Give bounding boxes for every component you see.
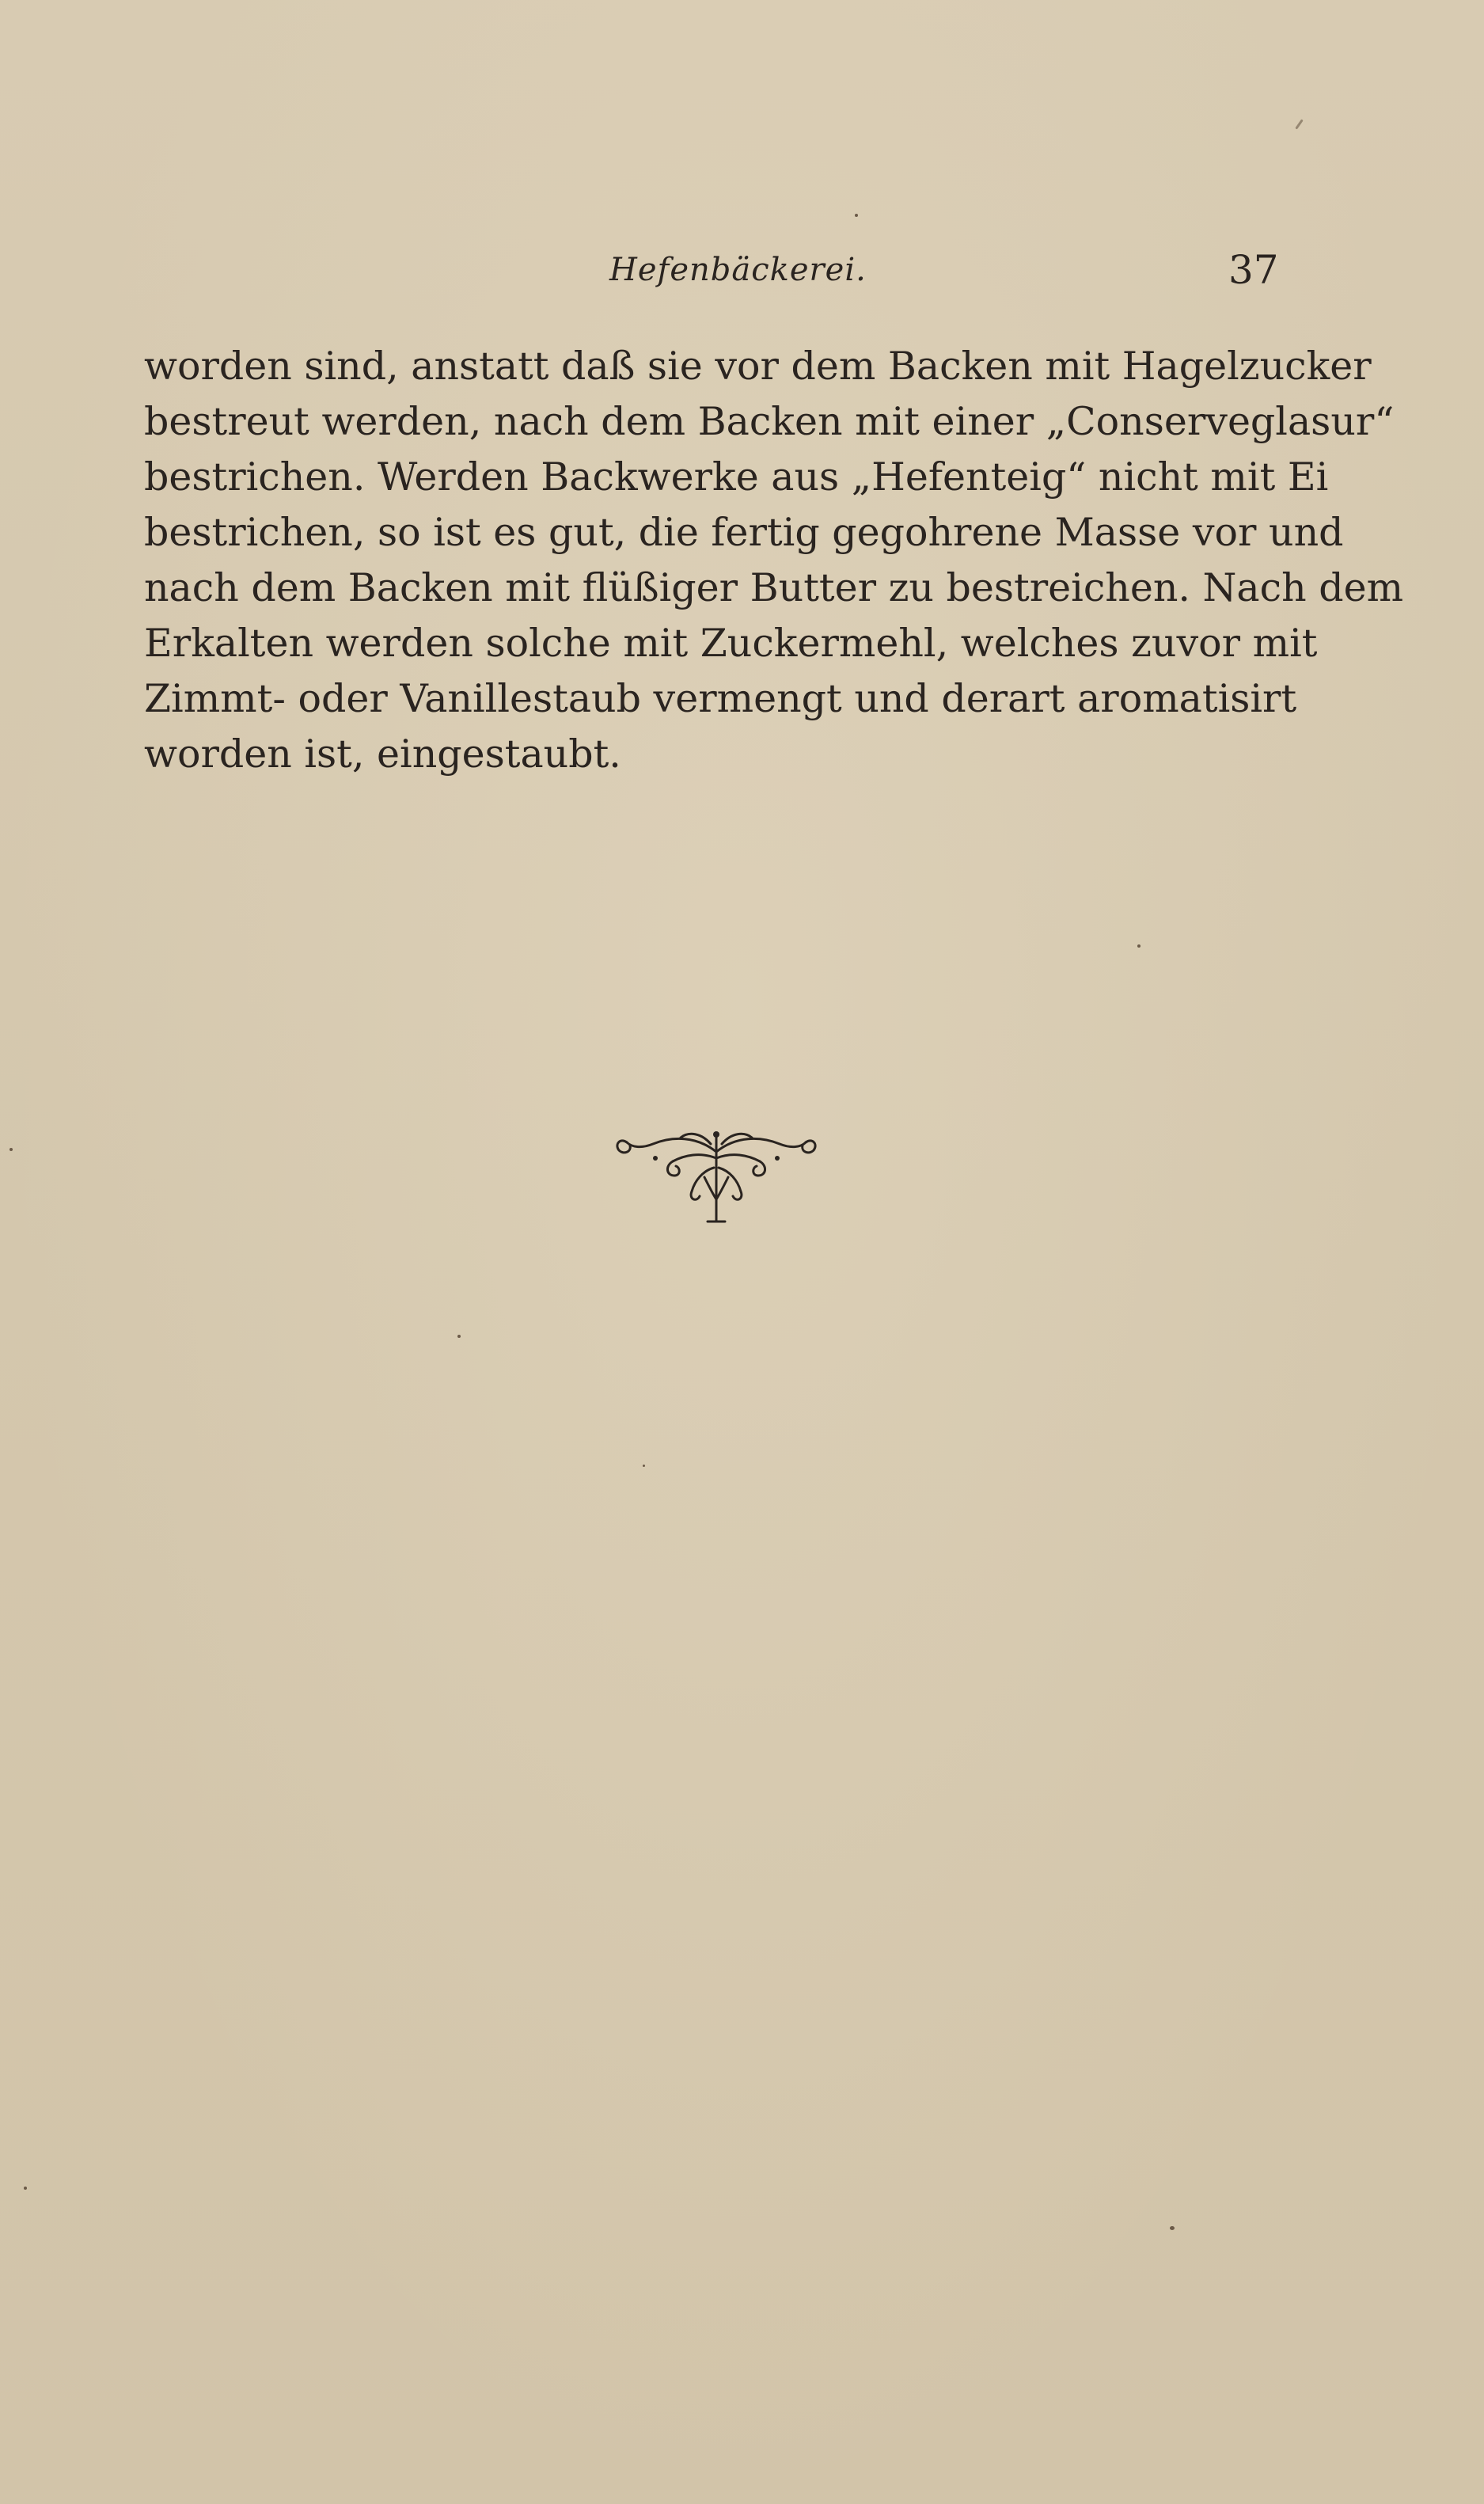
paper-speck [24,2187,27,2190]
text-line: Erkalten werden solche mit Zuckermehl, welches zuvor mit [144,621,1318,666]
paper-speck [457,1335,461,1338]
text-line: bestreut werden, nach dem Backen mit einer „Conserveglasur“ [144,399,1395,444]
paper-speck [855,214,858,217]
text-line: worden sind, anstatt daß sie vor dem Backen mit Hagelzucker [144,344,1372,389]
paper-speck [643,1465,645,1467]
text-line: nach dem Backen mit flüßiger Butter zu bestreichen. Nach dem [144,565,1404,610]
paper-speck [1137,944,1141,948]
page-number: 37 [1228,247,1279,293]
running-head: Hefenbäckerei. [609,252,867,288]
floral-vignette-icon [609,1120,823,1231]
body-paragraph [144,339,1404,782]
paper-speck [1295,119,1303,129]
paper-speck [9,1148,13,1151]
text-line: bestrichen, so ist es gut, die fertig gegohrene Masse vor und [144,510,1344,555]
text-line: bestrichen. Werden Backwerke aus „Hefenteig“ nicht mit Ei [144,454,1329,500]
text-line: Zimmt- oder Vanillestaub vermengt und derart aromatisirt [144,676,1297,721]
text-line: worden ist, eingestaubt. [144,731,621,777]
paper-speck [1170,2226,1175,2230]
